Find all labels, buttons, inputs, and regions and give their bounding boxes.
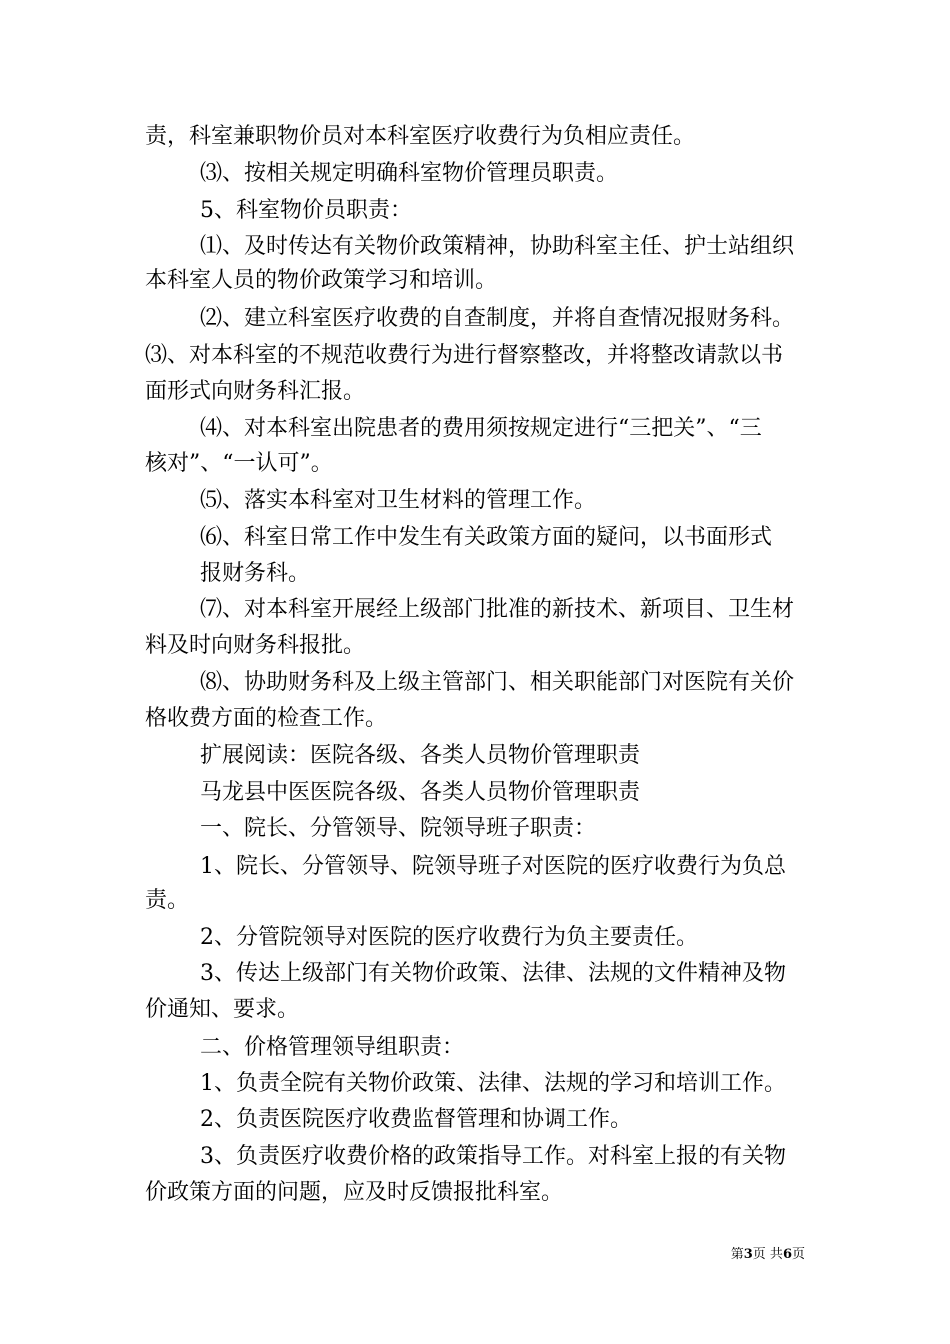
text-line: 一、院长、分管领导、院领导班子职责：	[200, 816, 597, 841]
text-line: 2、负责医院医疗收费监督管理和协调工作。	[200, 1107, 632, 1132]
text-line: ⑺、对本科室开展经上级部门批准的新技术、新项目、卫生材	[200, 597, 795, 622]
text-line: 责。	[145, 888, 190, 913]
text-line: 3、传达上级部门有关物价政策、法律、法规的文件精神及物	[200, 961, 786, 986]
text-line: 报财务科。	[200, 561, 311, 586]
text-line: ⑶、对本科室的不规范收费行为进行督察整改，并将整改请款以书	[145, 343, 784, 368]
text-line: 扩展阅读：医院各级、各类人员物价管理职责	[200, 743, 641, 768]
text-line: 马龙县中医医院各级、各类人员物价管理职责	[200, 780, 641, 805]
text-line: ⑵、建立科室医疗收费的自查制度，并将自查情况报财务科。	[200, 306, 795, 331]
text-line: 2、分管院领导对医院的医疗收费行为负主要责任。	[200, 925, 698, 950]
text-line: ⑻、协助财务科及上级主管部门、相关职能部门对医院有关价	[200, 670, 795, 695]
page-number-footer	[731, 1247, 805, 1263]
text-line: 价政策方面的问题，应及时反馈报批科室。	[145, 1180, 564, 1205]
text-line: 3、负责医疗收费价格的政策指导工作。对科室上报的有关物	[200, 1144, 786, 1169]
text-line: 料及时向财务科报批。	[145, 633, 366, 658]
footer-suffix: 页	[791, 1247, 805, 1262]
text-line: 核对”、“一认可”。	[145, 451, 333, 476]
current-page-number: 3	[743, 1247, 753, 1262]
text-line: ⑴、及时传达有关物价政策精神，协助科室主任、护士站组织	[200, 234, 795, 259]
text-line: 1、院长、分管领导、院领导班子对医院的医疗收费行为负总	[200, 854, 786, 879]
text-line: ⑷、对本科室出院患者的费用须按规定进行“三把关”、“三	[200, 416, 762, 441]
text-line: 格收费方面的检查工作。	[145, 706, 388, 731]
text-line: 面形式向财务科汇报。	[145, 379, 366, 404]
footer-prefix: 第	[730, 1247, 744, 1262]
footer-middle: 页 共	[752, 1247, 783, 1262]
text-line: 5、科室物价员职责：	[200, 198, 412, 223]
text-line: 责，科室兼职物价员对本科室医疗收费行为负相应责任。	[145, 124, 696, 149]
text-line: ⑶、按相关规定明确科室物价管理员职责。	[200, 161, 619, 186]
text-line: 本科室人员的物价政策学习和培训。	[145, 268, 498, 293]
text-line: ⑸、落实本科室对卫生材料的管理工作。	[200, 488, 597, 513]
text-line: 1、负责全院有关物价政策、法律、法规的学习和培训工作。	[200, 1071, 786, 1096]
total-pages-number: 6	[782, 1247, 792, 1262]
text-line: ⑹、科室日常工作中发生有关政策方面的疑问，以书面形式	[200, 525, 773, 550]
text-line: 二、价格管理领导组职责：	[200, 1035, 465, 1060]
text-line: 价通知、要求。	[145, 997, 300, 1022]
